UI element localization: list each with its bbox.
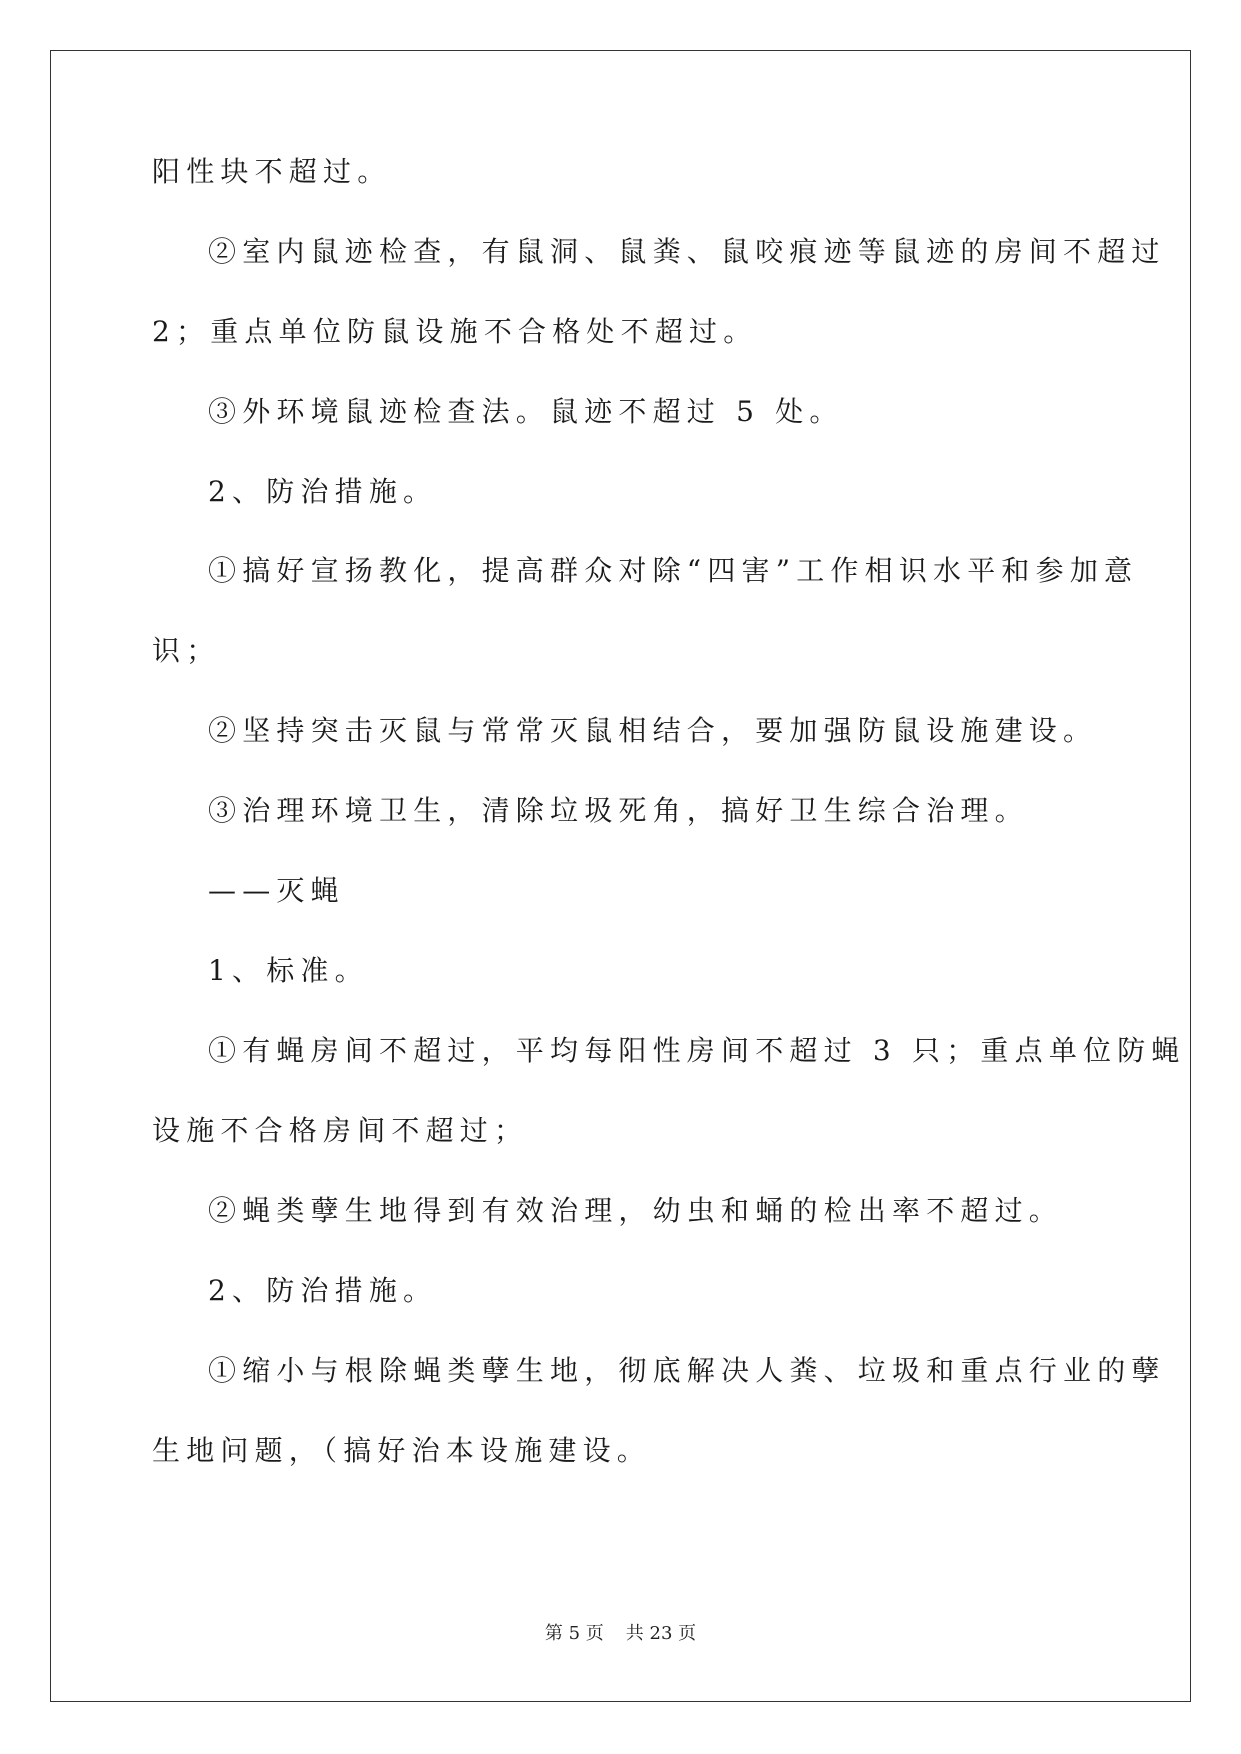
text-line: ①搞好宣扬教化，提高群众对除“四害”工作相识水平和参加意 <box>208 554 1139 587</box>
text-line: 2、防治措施。 <box>208 1274 438 1307</box>
page-total: 共 23 页 <box>625 1623 697 1644</box>
text-line: ③治理环境卫生，清除垃圾死角，搞好卫生综合治理。 <box>208 794 1029 827</box>
text-line: 2、防治措施。 <box>208 475 438 508</box>
text-line: 阳性块不超过。 <box>152 155 392 188</box>
text-line: 识； <box>152 634 221 667</box>
page-footer <box>0 1622 1241 1646</box>
page-number: 第 5 页 <box>544 1623 604 1644</box>
text-line: ①有蝇房间不超过，平均每阳性房间不超过 3 只；重点单位防蝇 <box>208 1034 1186 1067</box>
text-line: 1、标准。 <box>208 954 369 987</box>
text-line: ②室内鼠迹检查，有鼠洞、鼠粪、鼠咬痕迹等鼠迹的房间不超过 <box>208 235 1166 268</box>
text-line: 生地问题，（搞好治本设施建设。 <box>152 1434 652 1467</box>
text-line: ②蝇类孽生地得到有效治理，幼虫和蛹的检出率不超过。 <box>208 1194 1064 1227</box>
text-line: ②坚持突击灭鼠与常常灭鼠相结合，要加强防鼠设施建设。 <box>208 714 1098 747</box>
text-line: ①缩小与根除蝇类孽生地，彻底解决人粪、垃圾和重点行业的孽 <box>208 1354 1166 1387</box>
text-line: 2；重点单位防鼠设施不合格处不超过。 <box>152 315 758 348</box>
section-heading: ——灭蝇 <box>208 874 345 907</box>
text-line: ③外环境鼠迹检查法。鼠迹不超过 5 处。 <box>208 395 844 428</box>
text-line: 设施不合格房间不超过； <box>152 1114 529 1147</box>
